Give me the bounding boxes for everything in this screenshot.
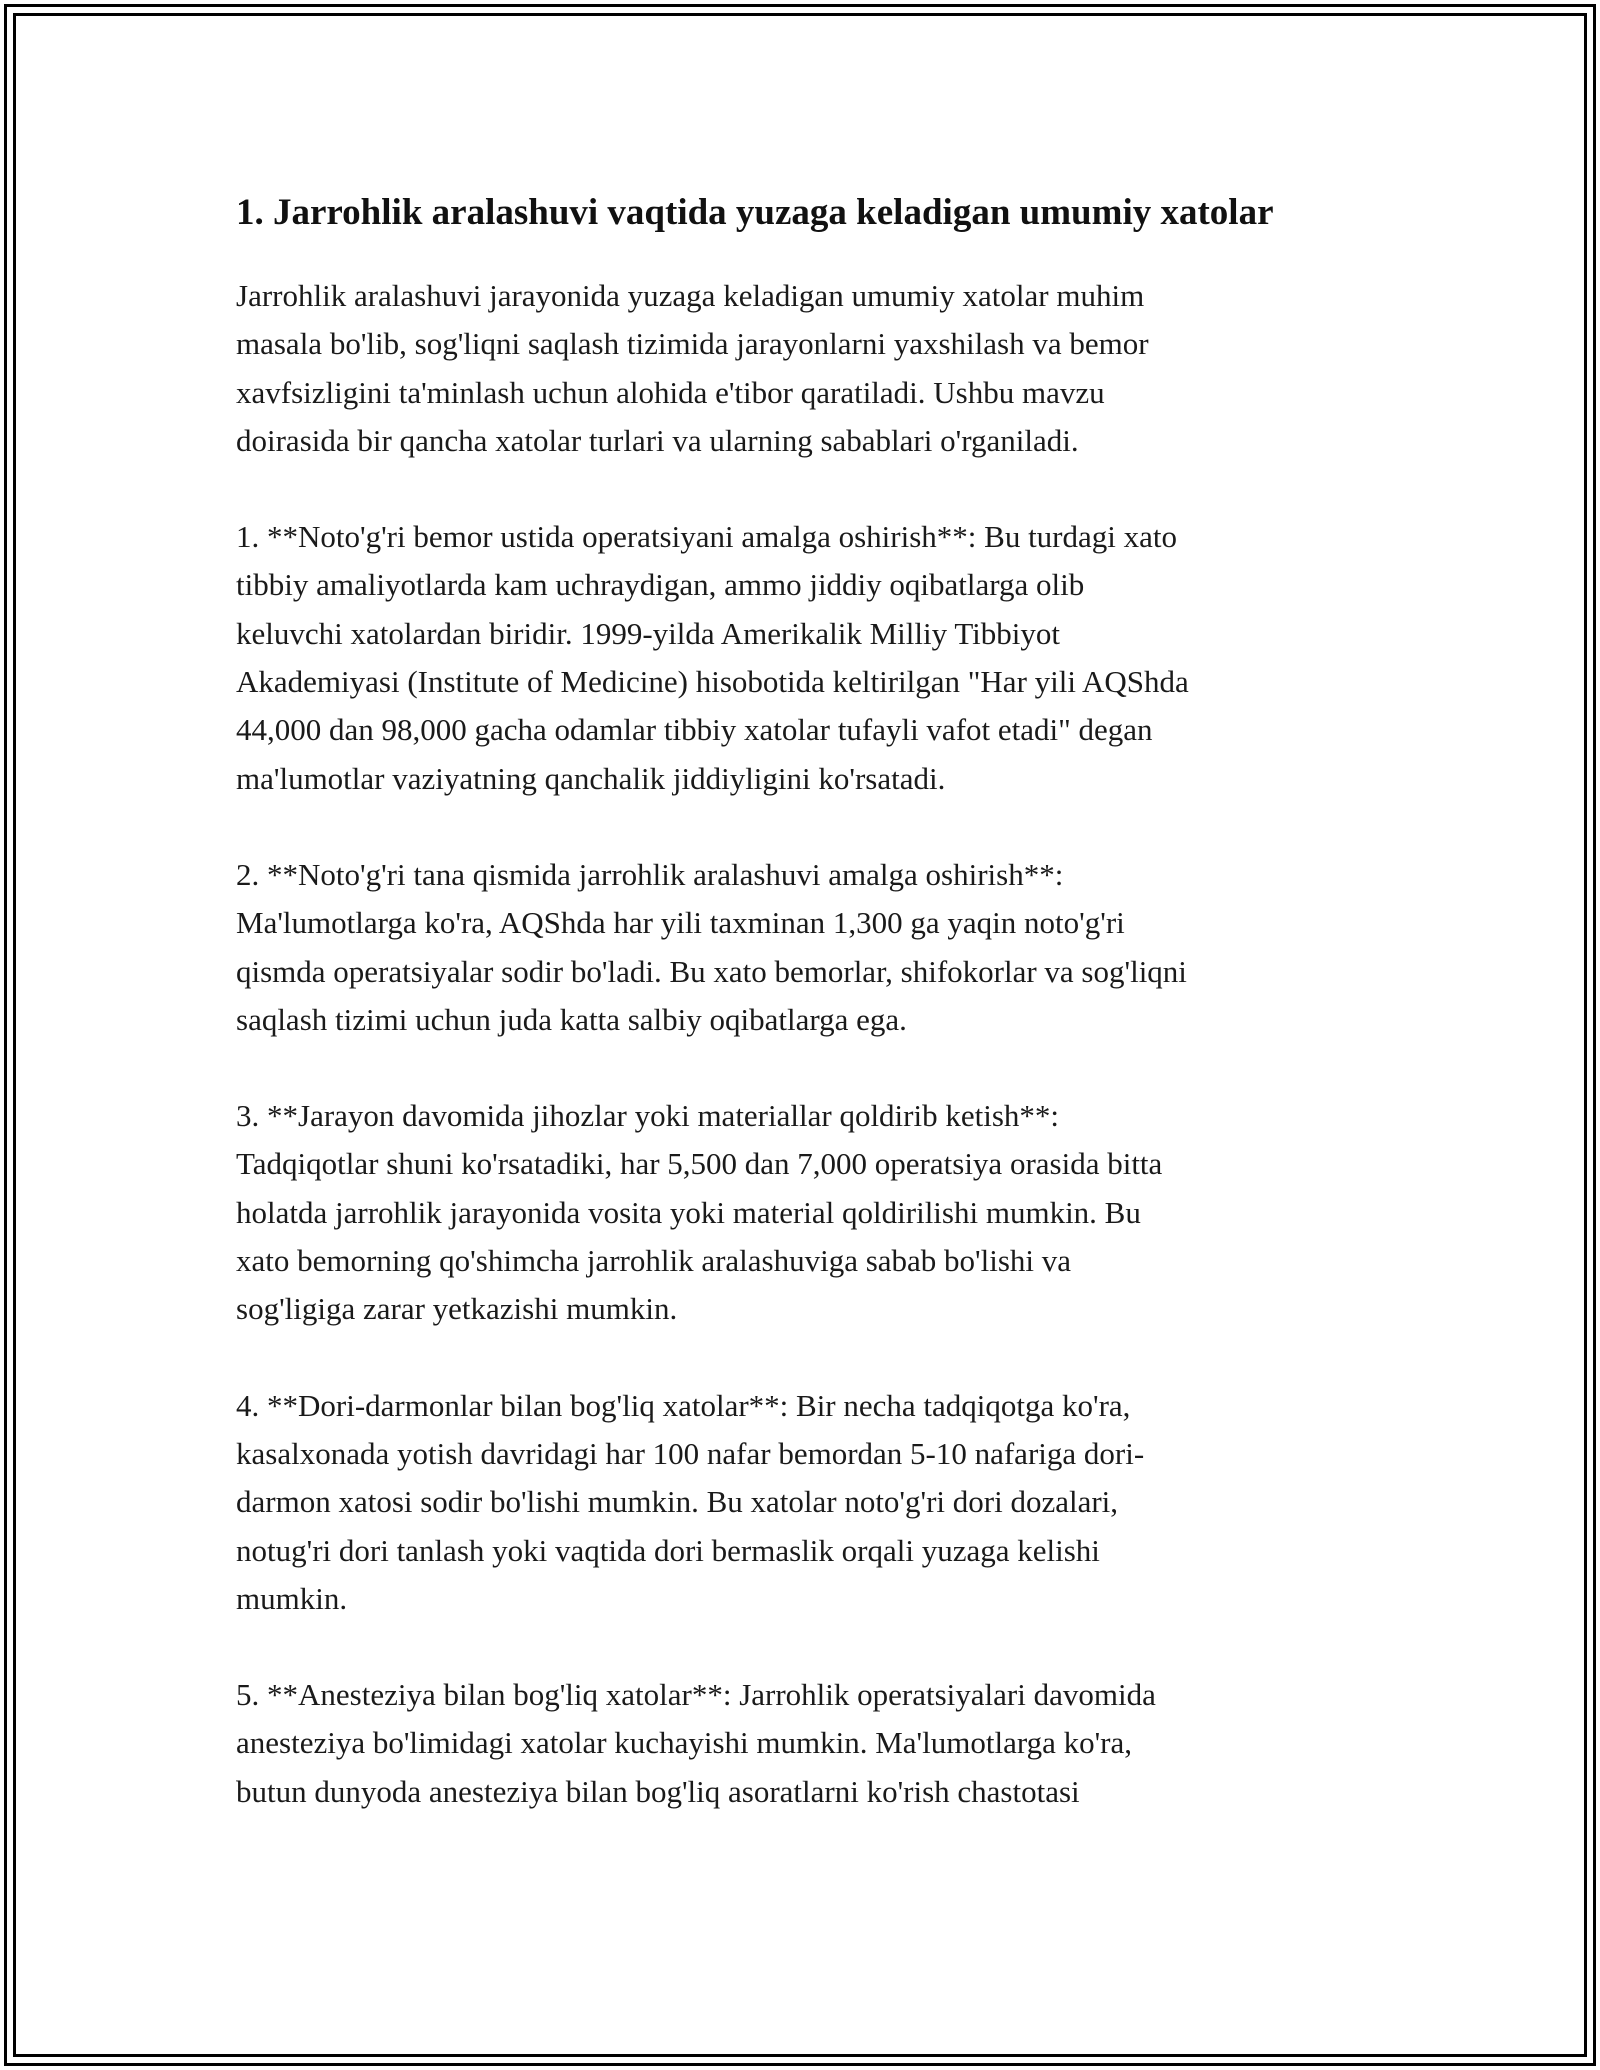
section-heading: 1. Jarrohlik aralashuvi vaqtida yuzaga keladigan umumiy xatolar bbox=[236, 192, 1274, 233]
error-item-4-paragraph: 4. **Dori-darmonlar bilan bog'liq xatolar**: Bir necha tadqiqotga ko'ra, kasalxonada yotish davridagi har 100 nafar bemordan 5-10 nafariga dori- darmon xatosi sodir bo'lishi mumkin. Bu xatolar noto'g'ri dori dozalari, notug'ri dori tanlash yoki vaqtida dori bermaslik orqali yuzaga kelishi mumkin. bbox=[236, 1387, 1145, 1616]
error-item-2-paragraph: 2. **Noto'g'ri tana qismida jarrohlik aralashuvi amalga oshirish**: Ma'lumotlarga ko'ra, AQShda har yili taxminan 1,300 ga yaqin noto'g'ri qismda operatsiyalar sodir bo'ladi. Bu xato bemorlar, shifokorlar va sog'liqni saqlash tizimi uchun juda katta salbiy oqibatlarga ega. bbox=[236, 856, 1187, 1037]
document-body bbox=[236, 186, 1366, 1864]
error-item-5-paragraph: 5. **Anesteziya bilan bog'liq xatolar**: Jarrohlik operatsiyalari davomida anesteziya bo'limidagi xatolar kuchayishi mumkin. Ma'lumotlarga ko'ra, butun dunyoda anesteziya bilan bog'liq asoratlarni ko'rish chastotasi bbox=[236, 1677, 1156, 1809]
intro-paragraph: Jarrohlik aralashuvi jarayonida yuzaga keladigan umumiy xatolar muhim masala bo'lib, sog'liqni saqlash tizimida jarayonlarni yaxshilash va bemor xavfsizligini ta'minlash uchun alohida e'tibor qaratiladi. Ushbu mavzu doirasida bir qancha xatolar turlari va ularning sabablari o'rganiladi. bbox=[236, 278, 1149, 458]
error-item-3-paragraph: 3. **Jarayon davomida jihozlar yoki materiallar qoldirib ketish**: Tadqiqotlar shuni ko'rsatadiki, har 5,500 dan 7,000 operatsiya orasida bitta holatda jarrohlik jarayonida vosita yoki material qoldirilishi mumkin. Bu xato bemorning qo'shimcha jarrohlik aralashuviga sabab bo'lishi va sog'ligiga zarar yetkazishi mumkin. bbox=[236, 1098, 1163, 1327]
error-item-1-paragraph: 1. **Noto'g'ri bemor ustida operatsiyani amalga oshirish**: Bu turdagi xato tibbiy amaliyotlarda kam uchraydigan, ammo jiddiy oqibatlarga olib keluvchi xatolardan biridir. 1999-yilda Amerikalik Milliy Tibbiyot Akademiyasi (Institute of Medicine) hisobotida keltirilgan "Har yili AQShda 44,000 dan 98,000 gacha odamlar tibbiy xatolar tufayli vafot etadi" degan ma'lumotlar vaziyatning qanchalik jiddiyligini ko'rsatadi. bbox=[236, 519, 1189, 796]
